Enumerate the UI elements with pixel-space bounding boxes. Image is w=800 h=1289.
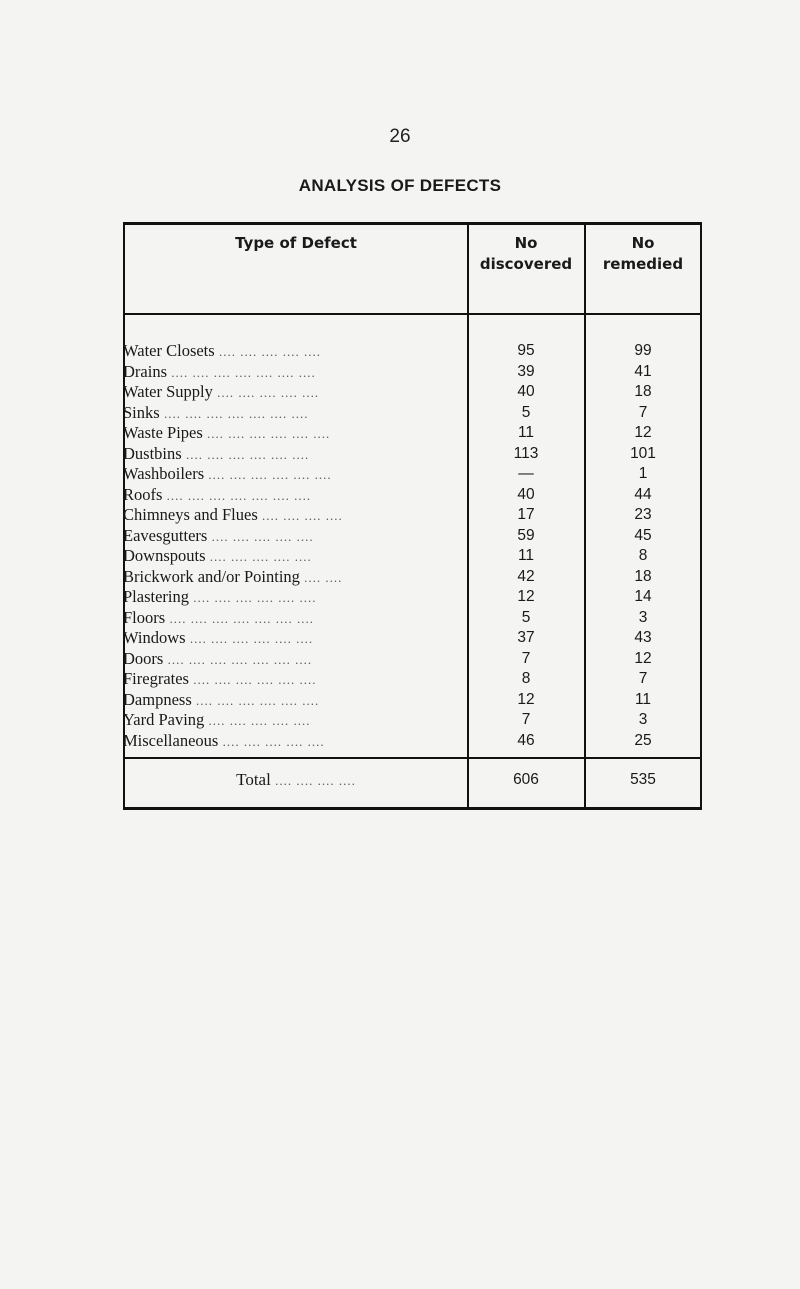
page-number: 26	[389, 126, 411, 147]
defect-type-label: Firegrates .... .... .... .... .... ....	[123, 669, 317, 688]
defect-type-label: Floors .... .... .... .... .... .... ....	[123, 607, 314, 627]
defect-type-label: Brickwork and/or Pointing .... ....	[123, 566, 343, 586]
header-discovered-line1: No	[514, 234, 538, 252]
page-title: ANALYSIS OF DEFECTS	[298, 176, 502, 195]
remedied-count: 3	[638, 608, 648, 626]
remedied-count: 45	[634, 526, 652, 544]
discovered-count: 59	[517, 526, 535, 544]
table-row	[125, 362, 700, 382]
remedied-count: 99	[634, 342, 652, 359]
total-row	[125, 770, 700, 790]
remedied-count: 14	[634, 588, 652, 605]
defect-type-label: Windows .... .... .... .... .... ....	[123, 628, 314, 647]
table-row	[125, 403, 700, 423]
discovered-count: 95	[517, 342, 535, 359]
table-row	[125, 690, 700, 710]
discovered-count: 12	[517, 690, 535, 708]
defect-type-label: Miscellaneous .... .... .... .... ....	[123, 730, 325, 750]
table-row	[125, 382, 700, 402]
header-divider	[125, 313, 700, 315]
total-label: Total .... .... .... ....	[236, 770, 356, 789]
discovered-count: 8	[521, 670, 531, 687]
table-row	[125, 710, 700, 730]
discovered-count: —	[518, 465, 534, 482]
table-row	[125, 526, 700, 546]
defect-type-label: Drains .... .... .... .... .... .... ....	[123, 361, 316, 381]
discovered-count: 40	[517, 485, 535, 503]
table-row	[125, 628, 700, 648]
discovered-count: 113	[513, 444, 539, 462]
remedied-count: 41	[634, 362, 652, 380]
defect-type-label: Doors .... .... .... .... .... .... ....	[123, 648, 313, 668]
header-discovered	[467, 233, 585, 275]
defect-type-label: Water Supply .... .... .... .... ....	[123, 382, 320, 401]
remedied-count: 11	[634, 690, 652, 708]
defect-type-label: Washboilers .... .... .... .... .... ....	[123, 464, 332, 483]
remedied-count: 43	[634, 629, 652, 646]
table-row	[125, 464, 700, 484]
defect-type-label: Eavesgutters .... .... .... .... ....	[123, 525, 314, 545]
remedied-count: 25	[634, 731, 652, 749]
discovered-count: 11	[517, 424, 535, 441]
header-discovered-line2: discovered	[479, 255, 573, 273]
defect-type-label: Water Closets .... .... .... .... ....	[123, 341, 321, 360]
defect-type-label: Sinks .... .... .... .... .... .... ....	[123, 402, 309, 422]
table-row	[125, 567, 700, 587]
table-row	[125, 444, 700, 464]
header-remedied-line2: remedied	[602, 255, 684, 273]
defect-type-label: Downspouts .... .... .... .... ....	[123, 546, 312, 565]
discovered-count: 5	[521, 608, 531, 626]
remedied-count: 7	[638, 403, 648, 421]
table-row	[125, 485, 700, 505]
remedied-count: 101	[630, 444, 656, 462]
remedied-count: 44	[634, 485, 652, 503]
table-row	[125, 731, 700, 751]
defects-table	[123, 222, 702, 810]
table-row	[125, 669, 700, 689]
remedied-count: 3	[638, 711, 648, 728]
defect-type-label: Roofs .... .... .... .... .... .... ....	[123, 484, 312, 504]
discovered-count: 7	[521, 711, 531, 728]
table-row	[125, 649, 700, 669]
table-row	[125, 341, 700, 361]
discovered-count: 7	[521, 649, 531, 667]
remedied-count: 12	[634, 649, 652, 667]
remedied-count: 7	[638, 670, 648, 687]
discovered-count: 5	[521, 403, 531, 421]
header-remedied	[584, 233, 702, 275]
remedied-count: 12	[634, 424, 652, 441]
total-discovered: 606	[513, 771, 539, 788]
discovered-count: 46	[517, 731, 535, 749]
discovered-count: 39	[517, 362, 535, 380]
discovered-count: 42	[517, 567, 535, 585]
header-remedied-line1: No	[631, 234, 655, 252]
table-row	[125, 608, 700, 628]
total-divider	[125, 757, 700, 759]
table-row	[125, 546, 700, 566]
discovered-count: 11	[517, 547, 535, 564]
remedied-count: 1	[638, 465, 648, 482]
remedied-count: 18	[634, 383, 652, 400]
remedied-count: 18	[634, 567, 652, 585]
discovered-count: 17	[517, 506, 535, 523]
remedied-count: 23	[634, 506, 652, 523]
defect-type-label: Dampness .... .... .... .... .... ....	[123, 689, 320, 709]
total-remedied: 535	[630, 771, 656, 788]
remedied-count: 8	[638, 547, 648, 564]
defect-type-label: Plastering .... .... .... .... .... ....	[123, 587, 317, 606]
defect-type-label: Yard Paving .... .... .... .... ....	[123, 710, 311, 729]
table-row	[125, 423, 700, 443]
table-row	[125, 505, 700, 525]
header-type-of-defect: Type of Defect	[235, 234, 357, 252]
discovered-count: 40	[517, 383, 535, 400]
discovered-count: 12	[517, 588, 535, 605]
table-row	[125, 587, 700, 607]
discovered-count: 37	[517, 629, 535, 646]
defect-type-label: Chimneys and Flues .... .... .... ....	[123, 505, 343, 524]
defect-type-label: Dustbins .... .... .... .... .... ....	[123, 443, 310, 463]
defect-type-label: Waste Pipes .... .... .... .... .... ....	[123, 423, 331, 442]
